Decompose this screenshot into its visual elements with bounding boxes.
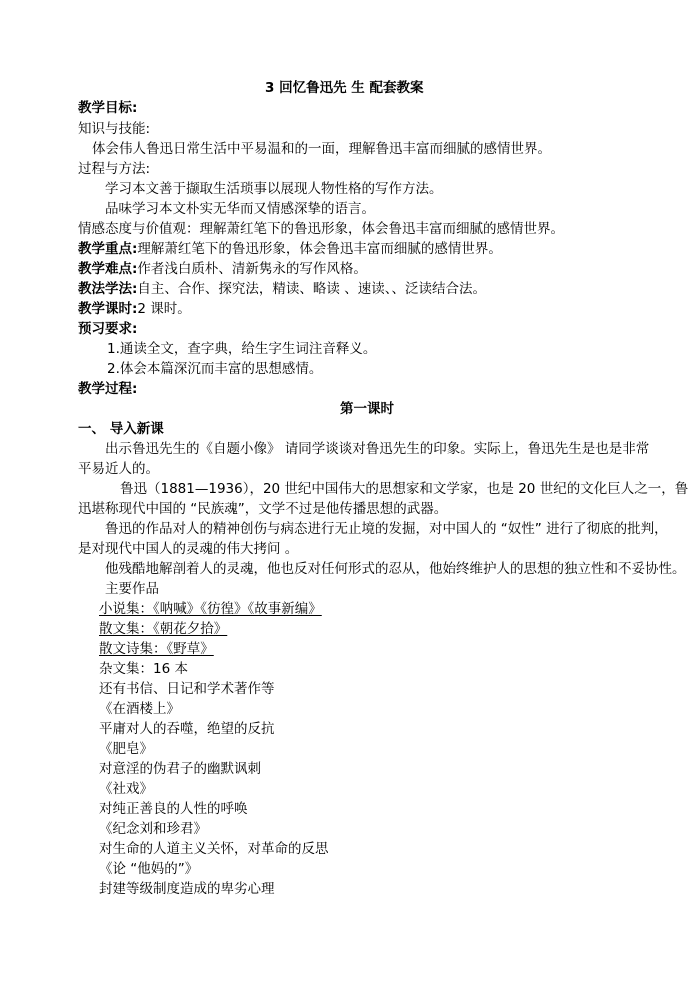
work-2-title: 《肥皂》: [99, 741, 153, 757]
preview-label: 预习要求:: [78, 321, 138, 337]
work-1-desc: 平庸对人的吞噬，绝望的反抗: [99, 721, 275, 737]
hours-line: [78, 300, 191, 318]
intro-para-3-line-2: 是对现代中国人的灵魂的伟大拷问 。: [78, 541, 299, 557]
process-label: 过程与方法:: [78, 161, 151, 177]
lesson-heading: 第一课时: [340, 401, 394, 417]
objectives-heading: 教学目标:: [78, 100, 138, 116]
document-title: 3 回忆鲁迅先 生 配套教案: [265, 80, 424, 96]
others-line: 还有书信、日记和学术著作等: [99, 681, 275, 697]
difficulty-label: 教学难点:: [78, 261, 138, 277]
hours-text: 2 课时。: [137, 301, 191, 317]
process-item-2: 品味学习本文朴实无华而又情感深挚的语言。: [105, 201, 375, 217]
zawen-line: 杂文集：16 本: [99, 661, 188, 677]
key-point-label: 教学重点:: [78, 241, 138, 257]
key-point-text: 理解萧红笔下的鲁迅形象，体会鲁迅丰富而细腻的感情世界。: [137, 241, 502, 257]
key-point-line: [78, 240, 502, 258]
work-4-title: 《纪念刘和珍君》: [99, 821, 207, 837]
intro-para-3-line-1: 鲁迅的作品对人的精神创伤与病态进行无止境的发掘，对中国人的 “奴性” 进行了彻底的批判，: [105, 521, 668, 537]
method-line: [78, 280, 486, 298]
difficulty-line: [78, 260, 367, 278]
intro-para-2-line-2: 迅堪称现代中国的 “民族魂”，文学不过是他传播思想的武器。: [78, 501, 448, 517]
knowledge-label: 知识与技能:: [78, 121, 151, 137]
work-2-desc: 对意淫的伪君子的幽默讽刺: [99, 761, 261, 777]
intro-para-1-line-2: 平易近人的。: [78, 461, 159, 477]
work-1-title: 《在酒楼上》: [99, 701, 180, 717]
work-3-desc: 对纯正善良的人性的呼唤: [99, 801, 248, 817]
process-heading: 教学过程:: [78, 381, 138, 397]
section-heading-intro: 一、 导入新课: [78, 421, 164, 437]
emotion-line: 情感态度与价值观：理解萧红笔下的鲁迅形象，体会鲁迅丰富而细腻的感情世界。: [78, 221, 564, 237]
work-5-title: 《论 “他妈的”》: [99, 861, 199, 877]
works-heading: 主要作品: [105, 581, 159, 597]
essays-line: 散文集：《朝花夕拾》: [99, 621, 228, 637]
intro-para-1-line-1: 出示鲁迅先生的《自题小像》 请同学谈谈对鲁迅先生的印象。实际上，鲁迅先生是也是非常: [105, 441, 650, 457]
hours-label: 教学课时:: [78, 301, 138, 317]
knowledge-text: 体会伟人鲁迅日常生活中平易温和的一面，理解鲁迅丰富而细腻的感情世界。: [92, 141, 551, 157]
work-5-desc: 封建等级制度造成的卑劣心理: [99, 881, 275, 897]
preview-item-1: 1.通读全文，查字典，给生字生词注音释义。: [107, 341, 377, 357]
prose-poems-line: 散文诗集：《野草》: [99, 641, 214, 657]
work-3-title: 《社戏》: [99, 781, 153, 797]
method-text: 自主、合作、探究法，精读、略读 、速读、、泛读结合法。: [137, 281, 486, 297]
method-label: 教法学法:: [78, 281, 138, 297]
work-4-desc: 对生命的人道主义关怀，对革命的反思: [99, 841, 329, 857]
preview-item-2: 2.体会本篇深沉而丰富的思想感情。: [107, 361, 323, 377]
difficulty-text: 作者浅白质朴、清新隽永的写作风格。: [137, 261, 367, 277]
intro-para-2-line-1: 鲁迅（1881—1936），20 世纪中国伟大的思想家和文学家，也是 20 世纪的文化巨人之一，鲁: [120, 481, 689, 497]
intro-para-4: 他残酷地解剖着人的灵魂，他也反对任何形式的忍从，他始终维护人的思想的独立性和不妥协性。: [105, 561, 686, 577]
novels-line: 小说集：《呐喊》《彷徨》《故事新编》: [99, 601, 322, 617]
process-item-1: 学习本文善于撷取生活琐事以展现人物性格的写作方法。: [105, 181, 443, 197]
